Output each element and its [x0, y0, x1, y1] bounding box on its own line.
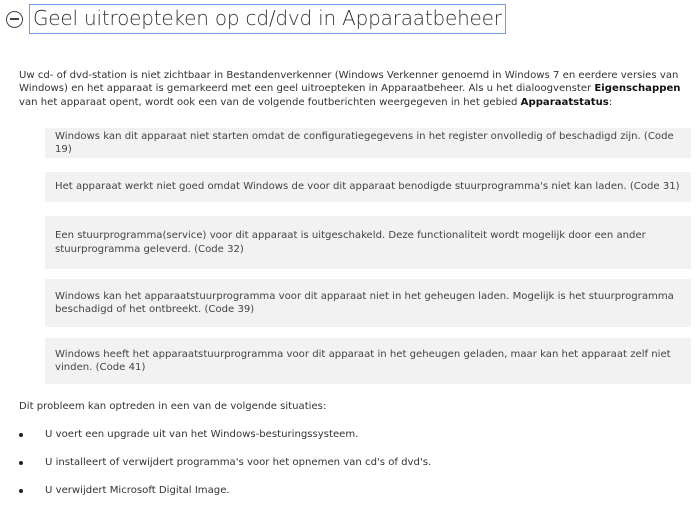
bullet-icon [19, 489, 23, 493]
bullet-icon [19, 461, 23, 465]
error-message-code-32 [45, 216, 691, 269]
error-message-code-41 [45, 338, 691, 384]
intro-bold-properties: Eigenschappen [594, 83, 681, 95]
error-message-code-19 [45, 128, 691, 158]
error-text: Het apparaat werkt niet goed omdat Windows de voor dit apparaat benodigde stuurprogramma's niet kan laden. (Code 31) [55, 181, 680, 193]
intro-paragraph [19, 69, 695, 109]
intro-bold-status: Apparaatstatus [520, 96, 609, 108]
intro-text-3: : [608, 96, 613, 108]
bullet-icon [19, 433, 23, 437]
list-item-text: U installeert of verwijdert programma's voor het opnemen van cd's of dvd's. [45, 457, 432, 468]
error-text: Windows kan het apparaatstuurprogramma voor dit apparaat niet in het geheugen laden. Mogelijk is het stuurprogramma beschadigd of het ontbreekt. (Code 39) [55, 290, 674, 315]
section-title[interactable]: Geel uitroepteken op cd/dvd in Apparaatbeheer [29, 4, 506, 34]
error-text: Windows kan dit apparaat niet starten omdat de configuratiegegevens in het register onvolledig of beschadigd zijn. (Code 19) [55, 130, 674, 155]
intro-text-1: Uw cd- of dvd-station is niet zichtbaar in Bestandenverkenner (Windows Verkenner genoemd in Windows 7 en eerdere versies van Windows) en het apparaat is gemarkeerd met een geel uitroepteken in Apparaatbeheer. Als u het dialoogvenster [19, 70, 679, 95]
list-item [19, 428, 358, 441]
error-text: Een stuurprogramma(service) voor dit apparaat is uitgeschakeld. Deze functionaliteit wordt mogelijk door een ander stuurprogramma geleverd. (Code 32) [55, 230, 646, 255]
error-message-code-39 [45, 279, 691, 327]
error-text: Windows heeft het apparaatstuurprogramma voor dit apparaat in het geheugen geladen, maar kan het apparaat zelf niet vinden. (Code 41) [55, 348, 671, 373]
intro-text-2: van het apparaat opent, wordt ook een van de volgende foutberichten weergegeven in het gebied [19, 96, 521, 108]
error-message-code-31 [45, 172, 691, 202]
section-header[interactable] [6, 4, 506, 34]
list-item-text: U voert een upgrade uit van het Windows-besturingssysteem. [45, 429, 359, 440]
list-item-text: U verwijdert Microsoft Digital Image. [45, 485, 230, 496]
list-item [19, 456, 431, 469]
minus-circle-icon[interactable] [6, 11, 23, 28]
situations-heading: Dit probleem kan optreden in een van de volgende situaties: [19, 401, 327, 412]
list-item [19, 484, 230, 497]
